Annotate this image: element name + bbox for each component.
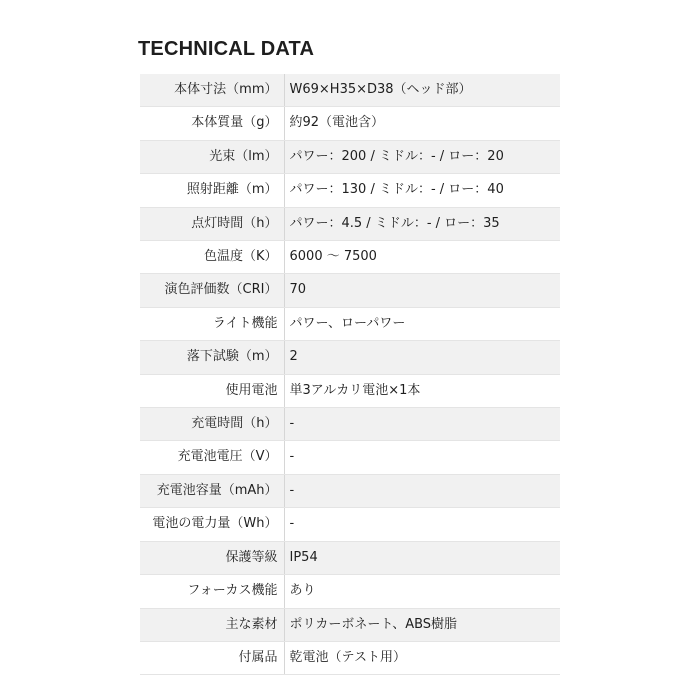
spec-value: 単3アルカリ電池×1本 bbox=[284, 374, 560, 407]
page-title: TECHNICAL DATA bbox=[138, 38, 315, 60]
spec-label: 演色評価数（CRI） bbox=[140, 274, 284, 307]
spec-label: ライト機能 bbox=[140, 307, 284, 340]
table-row bbox=[140, 207, 560, 240]
spec-value: パワー：130 / ミドル：- / ロー：40 bbox=[284, 174, 560, 207]
spec-value: ポリカーボネート、ABS樹脂 bbox=[284, 608, 560, 641]
spec-label: 付属品 bbox=[140, 641, 284, 674]
spec-value: パワー、ローパワー bbox=[284, 307, 560, 340]
spec-value: 乾電池（テスト用） bbox=[284, 641, 560, 674]
technical-data-table bbox=[140, 74, 560, 675]
spec-label: 落下試験（m） bbox=[140, 341, 284, 374]
spec-label: 本体質量（g） bbox=[140, 107, 284, 140]
spec-value: あり bbox=[284, 575, 560, 608]
spec-value: W69×H35×D38（ヘッド部） bbox=[284, 74, 560, 107]
table-row bbox=[140, 341, 560, 374]
spec-label: 充電池電圧（V） bbox=[140, 441, 284, 474]
spec-value: - bbox=[284, 474, 560, 507]
spec-label: フォーカス機能 bbox=[140, 575, 284, 608]
spec-value: IP54 bbox=[284, 541, 560, 574]
table-row bbox=[140, 641, 560, 674]
table-row bbox=[140, 307, 560, 340]
table-row bbox=[140, 575, 560, 608]
spec-value: - bbox=[284, 508, 560, 541]
table-row bbox=[140, 241, 560, 274]
spec-label: 本体寸法（mm） bbox=[140, 74, 284, 107]
table-row bbox=[140, 541, 560, 574]
table-row bbox=[140, 74, 560, 107]
spec-label: 色温度（K） bbox=[140, 241, 284, 274]
table-row bbox=[140, 174, 560, 207]
spec-value: パワー：4.5 / ミドル：- / ロー：35 bbox=[284, 207, 560, 240]
spec-value: 70 bbox=[284, 274, 560, 307]
spec-value: - bbox=[284, 441, 560, 474]
spec-label: 照射距離（m） bbox=[140, 174, 284, 207]
spec-label: 電池の電力量（Wh） bbox=[140, 508, 284, 541]
spec-rows bbox=[140, 74, 560, 675]
spec-label: 充電池容量（mAh） bbox=[140, 474, 284, 507]
spec-label: 充電時間（h） bbox=[140, 408, 284, 441]
spec-label: 主な素材 bbox=[140, 608, 284, 641]
spec-value: - bbox=[284, 408, 560, 441]
table-row bbox=[140, 140, 560, 173]
table-row bbox=[140, 107, 560, 140]
table-row bbox=[140, 441, 560, 474]
table-row bbox=[140, 274, 560, 307]
spec-value: 6000 〜 7500 bbox=[284, 241, 560, 274]
table-row bbox=[140, 474, 560, 507]
spec-value: 2 bbox=[284, 341, 560, 374]
spec-label: 保護等級 bbox=[140, 541, 284, 574]
spec-label: 点灯時間（h） bbox=[140, 207, 284, 240]
table-row bbox=[140, 608, 560, 641]
table-row bbox=[140, 508, 560, 541]
spec-label: 使用電池 bbox=[140, 374, 284, 407]
spec-label: 光束（lm） bbox=[140, 140, 284, 173]
spec-value: 約92（電池含） bbox=[284, 107, 560, 140]
table-row bbox=[140, 408, 560, 441]
spec-value: パワー：200 / ミドル：- / ロー：20 bbox=[284, 140, 560, 173]
table-row bbox=[140, 374, 560, 407]
